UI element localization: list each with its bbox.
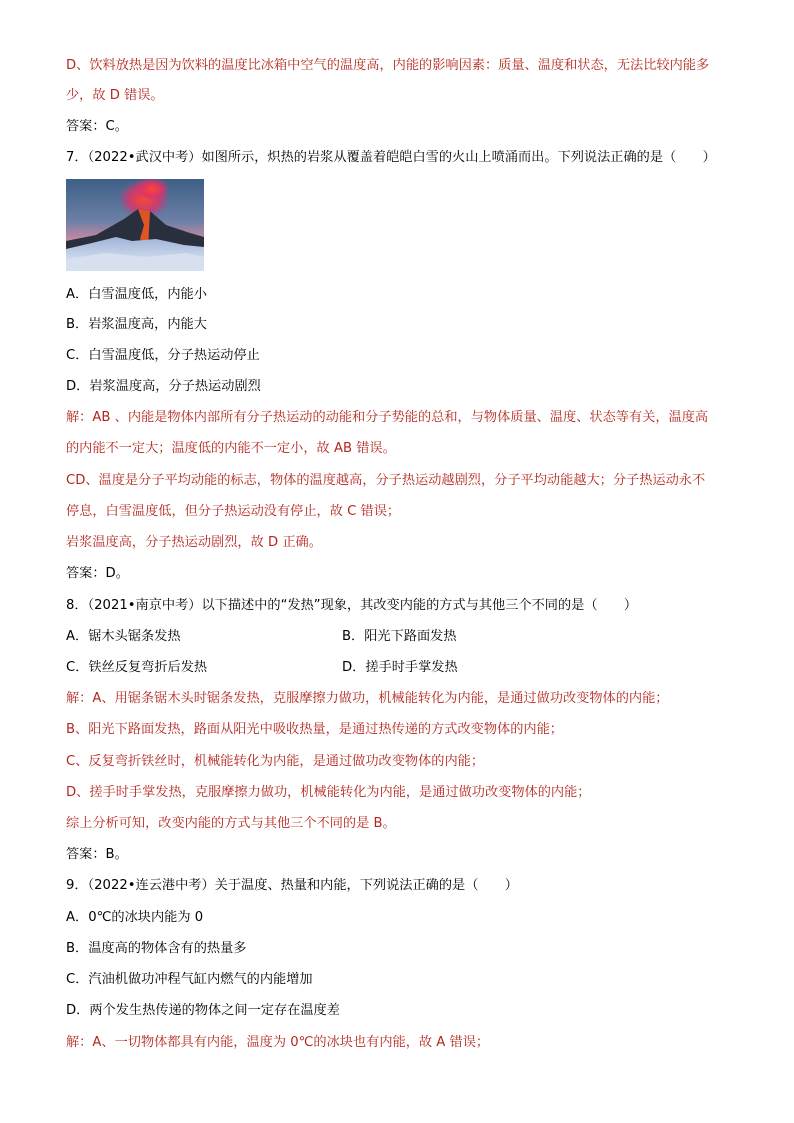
question-9-stem: 9．（2022•连云港中考）关于温度、热量和内能，下列说法正确的是（ ） [66, 878, 518, 893]
solution-7-line5: 岩浆温度高，分子热运动剧烈，故 D 正确。 [66, 535, 322, 550]
question-8-option-b: B．阳光下路面发热 [342, 629, 457, 644]
answer-q7: 答案：D。 [66, 566, 129, 581]
solution-7-line1: 解：AB 、内能是物体内部所有分子热运动的动能和分子势能的总和，与物体质量、温度、状态等有关，温度高 [66, 410, 709, 425]
prev-solution-d-line2: 少，故 D 错误。 [66, 88, 164, 103]
question-8-option-d: D．搓手时手掌发热 [342, 660, 458, 675]
question-9-option-c: C．汽油机做功冲程气缸内燃气的内能增加 [66, 972, 313, 987]
question-7-option-c: C．白雪温度低，分子热运动停止 [66, 348, 260, 363]
answer-q6: 答案：C。 [66, 119, 128, 134]
solution-8-line1: 解：A、用锯条锯木头时锯条发热，克服摩擦力做功，机械能转化为内能，是通过做功改变物体的内能； [66, 691, 669, 706]
solution-7-line2: 的内能不一定大；温度低的内能不一定小，故 AB 错误。 [66, 441, 396, 456]
question-8-stem: 8．（2021•南京中考）以下描述中的“发热”现象，其改变内能的方式与其他三个不同的是（ ） [66, 598, 638, 613]
solution-8-line2: B、阳光下路面发热，路面从阳光中吸收热量，是通过热传递的方式改变物体的内能； [66, 722, 563, 737]
solution-7-line4: 停息，白雪温度低，但分子热运动没有停止，故 C 错误； [66, 504, 401, 519]
question-8-option-c: C．铁丝反复弯折后发热 [66, 660, 208, 675]
solution-8-line4: D、搓手时手掌发热，克服摩擦力做功，机械能转化为内能，是通过做功改变物体的内能； [66, 785, 591, 800]
question-7-stem: 7．（2022•武汉中考）如图所示，炽热的岩浆从覆盖着皑皑白雪的火山上喷涌而出。下列说法正确的是（ ） [66, 150, 716, 165]
solution-8-line3: C、反复弯折铁丝时，机械能转化为内能，是通过做功改变物体的内能； [66, 754, 485, 769]
solution-7-line3: CD、温度是分子平均动能的标志，物体的温度越高，分子热运动越剧烈，分子平均动能越大；分子热运动永不 [66, 473, 706, 488]
question-7-option-b: B．岩浆温度高，内能大 [66, 317, 207, 332]
question-8-option-a: A．锯木头锯条发热 [66, 629, 181, 644]
question-9-option-d: D．两个发生热传递的物体之间一定存在温度差 [66, 1003, 340, 1018]
answer-q8: 答案：B。 [66, 847, 128, 862]
prev-solution-d-line1: D、饮料放热是因为饮料的温度比冰箱中空气的温度高，内能的影响因素：质量、温度和状态，无法比较内能多 [66, 58, 710, 73]
question-9-option-a: A．0℃的冰块内能为 0 [66, 910, 204, 925]
question-9-option-b: B．温度高的物体含有的热量多 [66, 941, 247, 956]
question-7-option-a: A．白雪温度低，内能小 [66, 287, 207, 302]
solution-9-line1: 解：A、一切物体都具有内能，温度为 0℃的冰块也有内能，故 A 错误； [66, 1035, 490, 1050]
solution-8-line5: 综上分析可知，改变内能的方式与其他三个不同的是 B。 [66, 816, 396, 831]
question-7-option-d: D．岩浆温度高，分子热运动剧烈 [66, 379, 261, 394]
volcano-photo [66, 179, 204, 271]
